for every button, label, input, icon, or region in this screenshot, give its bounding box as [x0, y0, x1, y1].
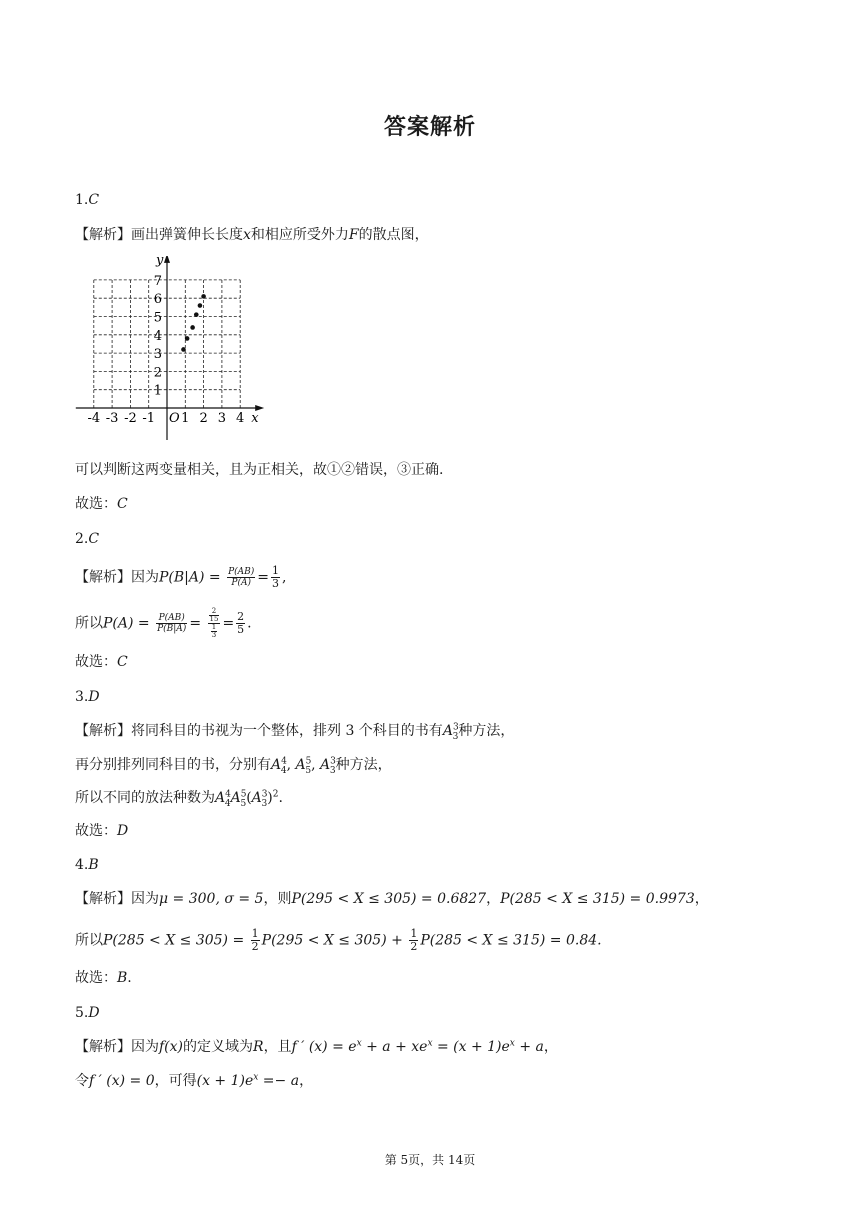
q1-analysis: 【解析】画出弹簧伸长长度x和相应所受外力F的散点图，	[75, 227, 429, 243]
y-tick-label: 2	[153, 365, 162, 381]
q5-line2: 令f ′ (x) = 0，可得$(x + 1)e^x =- a$，	[75, 1072, 314, 1089]
scatter-chart	[70, 256, 270, 446]
y-axis-label: y	[156, 256, 164, 268]
q5-header: 5.D	[75, 1005, 100, 1021]
q1-answer: C	[88, 192, 100, 208]
x-tick-label: 2	[199, 411, 208, 426]
scatter-point	[185, 336, 190, 341]
x-tick-label: 1	[181, 411, 190, 426]
origin-label: O	[169, 411, 180, 426]
scatter-point	[201, 294, 206, 299]
scatter-point	[190, 325, 195, 330]
q3-line1: 【解析】将同科目的书视为一个整体，排列 3 个科目的书有$A^3_3$种方法，	[75, 722, 515, 742]
scatter-point	[181, 347, 186, 352]
x-tick-label: -3	[105, 411, 119, 426]
q3-line3: 所以不同的放法种数为$A^4_4A^5_5(A^3_3)^2$.	[75, 789, 283, 809]
y-tick-label: 5	[153, 310, 162, 326]
q3-header: 3.D	[75, 689, 100, 705]
y-tick-label: 6	[153, 292, 162, 308]
y-tick-label: 1	[153, 383, 162, 399]
y-axis-arrow	[164, 256, 170, 263]
q4-choice: 故选：B.	[75, 970, 132, 986]
y-tick-label: 7	[153, 273, 162, 289]
q5-line1: 【解析】因为f(x)的定义域为R，且f ′ $(x) = e^x + a + xe^x = (x + 1)e^x + a$，	[75, 1038, 558, 1055]
x-tick-label: -2	[124, 411, 137, 426]
q2-line1: 【解析】因为P(B|A) = $\frac{P(AB)}{P(A)}$ = $\frac{1}{3}$ ,	[75, 564, 287, 590]
scatter-point	[198, 303, 203, 308]
page-title: 答案解析	[383, 115, 476, 140]
y-tick-label: 4	[153, 328, 162, 344]
q2-choice: 故选：C	[75, 654, 128, 670]
q2-header: 2.C	[75, 531, 100, 547]
chart-points	[181, 294, 206, 352]
x-axis-label: x	[251, 411, 259, 426]
q3-line2: 再分别排列同科目的书，分别有$A^4_4$, $A^5_5$, $A^3_3$种方法，	[75, 756, 392, 776]
x-tick-label: 3	[217, 411, 227, 426]
x-tick-label: -1	[142, 411, 156, 426]
q4-header: 4.B	[75, 857, 99, 873]
q1-header	[75, 190, 99, 210]
q1-conclusion: 可以判断这两变量相关，且为正相关，故①②错误，③正确.	[75, 462, 444, 478]
scatter-point	[194, 312, 199, 317]
q1-number: 1.	[75, 192, 89, 208]
q2-line2: 所以P(A) = $\frac{P(AB)}{P(B|A)}$ = $\frac{\frac{2}{15}}{\frac{1}{3}}$ = $\frac{2}{5}$ .	[75, 607, 252, 639]
page-footer: 第 5页，共 14页	[384, 1153, 476, 1167]
chart-tick-labels	[87, 256, 259, 426]
x-tick-label: -4	[87, 411, 101, 426]
q3-choice: 故选：D	[75, 823, 129, 839]
q4-line2: 所以P(285 < X ≤ 305) = $\frac{1}{2}$ P(295 < X ≤ 305) + $\frac{1}{2}$ P(285 < X ≤ 315) = 0.84.	[75, 927, 602, 953]
q1-choice: 故选：C	[75, 496, 128, 512]
x-tick-label: 4	[236, 411, 245, 426]
y-tick-label: 3	[153, 347, 162, 363]
q4-line1: 【解析】因为μ = 300, σ = 5，则P(295 < X ≤ 305) = 0.6827，P(285 < X ≤ 315) = 0.9973，	[75, 891, 709, 907]
